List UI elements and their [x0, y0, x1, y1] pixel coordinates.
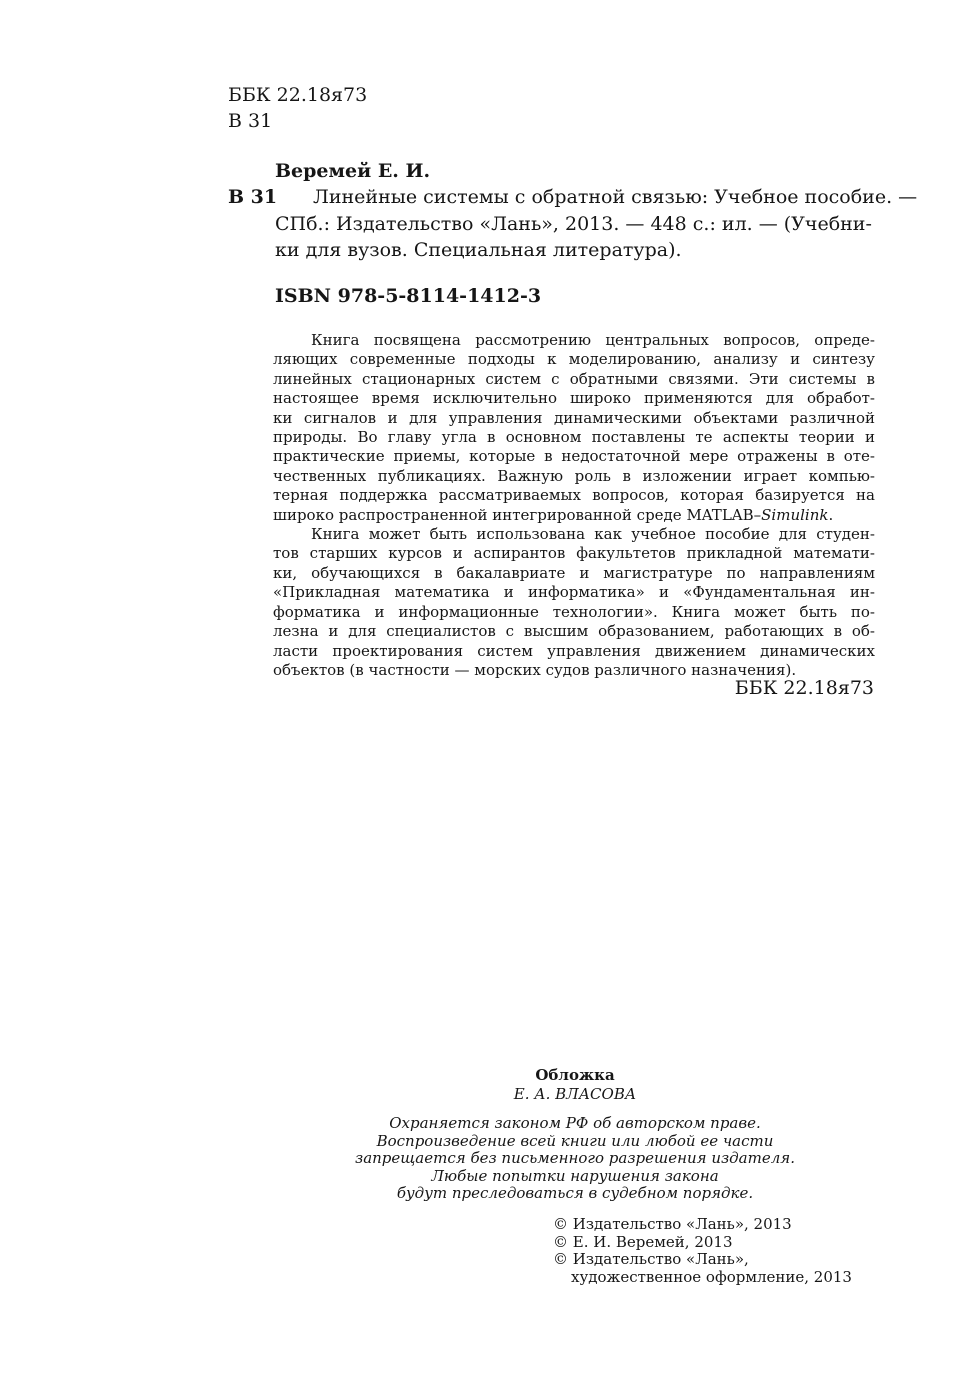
cover-designer: Е. А. ВЛАСОВА	[513, 1085, 637, 1103]
copyright-line: © Е. И. Веремей, 2013	[553, 1232, 733, 1251]
copyright-line: художественное оформление, 2013	[571, 1267, 852, 1286]
legal-line: Любые попытки нарушения закона	[431, 1166, 719, 1185]
legal-line: запрещается без письменного разрешения издателя.	[355, 1149, 795, 1167]
abstract-line: Книга посвящена рассмотрению центральных вопросов, опреде-	[311, 331, 875, 349]
abstract-line: Книга может быть использована как учебное пособие для студен-	[311, 525, 875, 544]
abstract-line: ласти проектирования систем управления движением динамических	[273, 641, 875, 660]
abstract-line: линейных стационарных систем с обратными связями. Эти системы в	[273, 369, 875, 388]
abstract-line: терная поддержка рассматриваемых вопросов, которая базируется на	[273, 486, 875, 505]
abstract-line: форматика и информационные технологии». Книга может быть по-	[273, 602, 875, 621]
abstract-line: тов старших курсов и аспирантов факультетов прикладной математи-	[273, 544, 875, 563]
description-line: ки для вузов. Специальная литература).	[275, 239, 682, 261]
copyright-block	[553, 1216, 852, 1286]
copyright-line: © Издательство «Лань», 2013	[553, 1215, 792, 1233]
abstract-line: объектов (в частности — морских судов различного назначения).	[273, 660, 797, 679]
author-name: Веремей Е. И.	[275, 160, 431, 182]
bibliographic-description	[275, 184, 918, 264]
bbk-footer: ББК 22.18я73	[734, 677, 874, 699]
legal-line: Воспроизведение всей книги или любой ее части	[376, 1131, 774, 1150]
cover-credit	[300, 1066, 850, 1104]
abstract-line: ляющих современные подходы к моделированию, анализу и синтезу	[273, 350, 875, 369]
abstract-line: лезна и для специалистов с высшим образованием, работающих в об-	[273, 622, 875, 641]
legal-line: Охраняется законом РФ об авторском праве.	[389, 1114, 761, 1132]
abstract-line-matlab	[273, 506, 875, 525]
abstract-line: природы. Во главу угла в основном поставлены те аспекты теории и	[273, 428, 875, 447]
abstract-line: ки сигналов и для управления динамическими объектами различной	[273, 408, 875, 427]
description-line: Линейные системы с обратной связью: Учебное пособие. —	[313, 186, 918, 208]
description-line: СПб.: Издательство «Лань», 2013. — 448 с.: ил. — (Учебни-	[275, 212, 872, 235]
isbn: ISBN 978-5-8114-1412-3	[275, 285, 542, 307]
copyright-notice	[300, 1115, 850, 1203]
legal-line: будут преследоваться в судебном порядке.	[396, 1184, 754, 1202]
abstract-line: настоящее время исключительно широко применяются для обработ-	[273, 389, 875, 408]
abstract-line: ки, обучающихся в бакалавриате и магистратуре по направлениям	[273, 563, 875, 582]
abstract-period: .	[828, 505, 834, 524]
copyright-line: © Издательство «Лань»,	[553, 1250, 749, 1268]
bbk-classification: ББК 22.18я73	[228, 84, 368, 106]
abstract	[273, 331, 875, 680]
abstract-line: широко распространенной интегрированной среде MATLAB–	[273, 505, 762, 524]
cover-label: Обложка	[535, 1066, 615, 1084]
bbk-header	[228, 82, 367, 134]
author-mark: В 31	[228, 110, 273, 132]
abstract-line: «Прикладная математика и информатика» и «Фундаментальная ин-	[273, 583, 875, 602]
abstract-line: чественных публикациях. Важную роль в изложении играет компью-	[273, 466, 875, 485]
simulink-term: Simulink	[761, 505, 829, 524]
abstract-line: практические приемы, которые в недостаточной мере отражены в оте-	[273, 447, 875, 466]
author-mark-bold: В 31	[228, 186, 278, 208]
